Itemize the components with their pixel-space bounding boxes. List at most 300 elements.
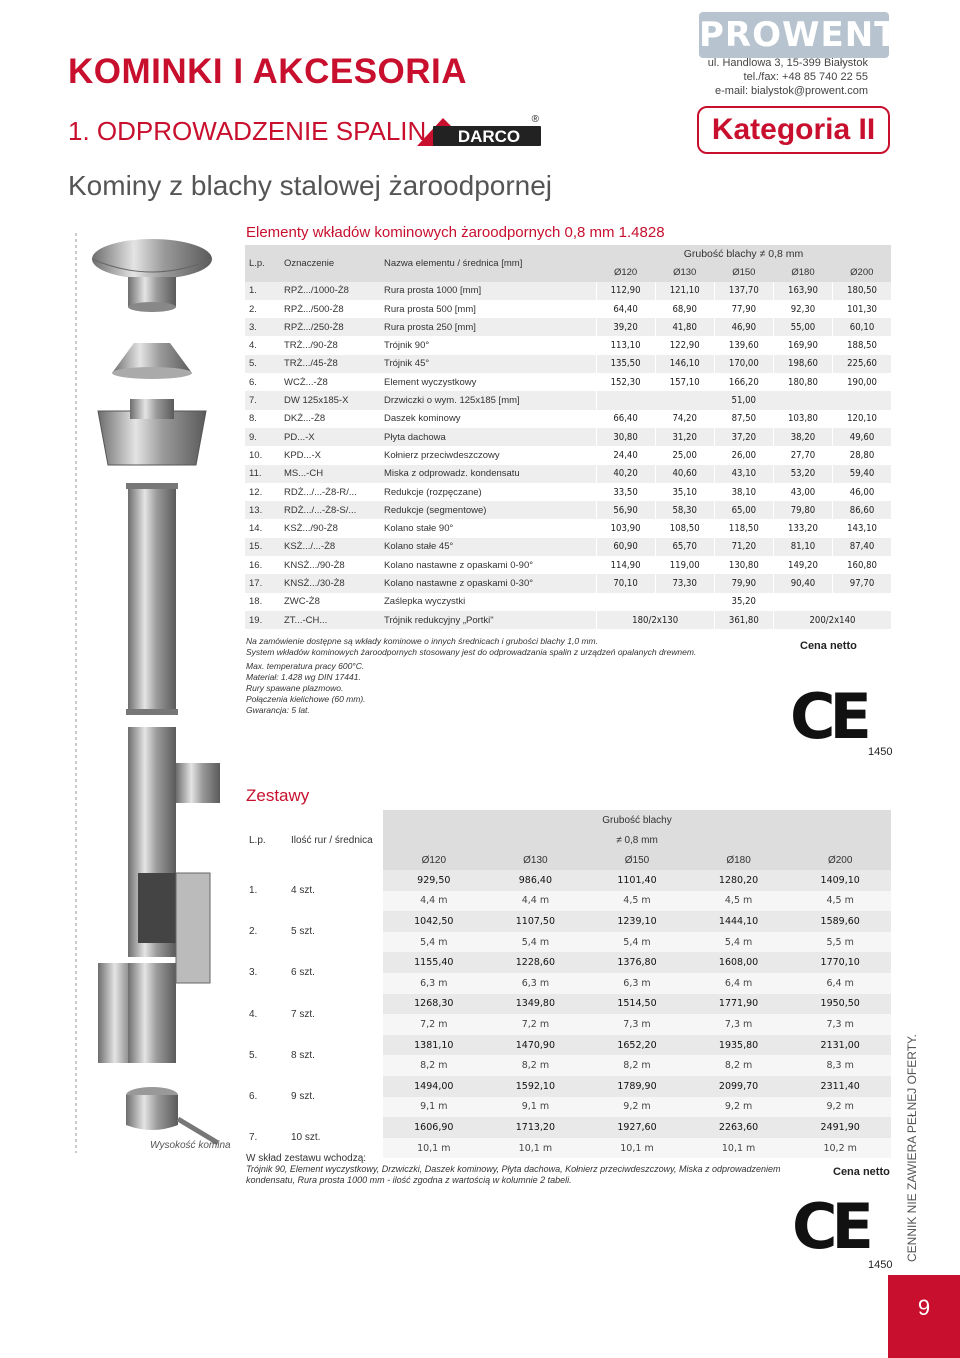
set-lp: 3. bbox=[245, 952, 287, 993]
set-lp: 5. bbox=[245, 1035, 287, 1076]
table-cell: RDŻ.../...-Ż8-R/... bbox=[280, 483, 380, 501]
table-cell: 5. bbox=[245, 355, 280, 373]
table-cell: 108,50 bbox=[655, 519, 714, 537]
table-cell: 7. bbox=[245, 391, 280, 409]
set-price: 1713,20 bbox=[485, 1117, 587, 1138]
sets-price-table bbox=[245, 810, 891, 1158]
table-cell: 55,00 bbox=[773, 318, 832, 336]
table-cell: 15. bbox=[245, 538, 280, 556]
table-cell: 68,90 bbox=[655, 300, 714, 318]
table-cell: RPŻ.../250-Ż8 bbox=[280, 318, 380, 336]
table-cell: Daszek kominowy bbox=[380, 410, 596, 428]
table-cell: 77,90 bbox=[714, 300, 773, 318]
table-cell: 120,10 bbox=[833, 410, 891, 428]
col-diameter: Ø130 bbox=[485, 850, 587, 870]
set-price-row bbox=[245, 1076, 891, 1097]
set-height: 5,4 m bbox=[586, 932, 688, 953]
table-cell: Zaślepka wyczystki bbox=[380, 593, 596, 611]
col-lp: L.p. bbox=[245, 810, 287, 870]
note-line: Materiał: 1.428 wg DIN 17441. bbox=[246, 672, 361, 682]
set-price: 929,50 bbox=[383, 870, 485, 891]
table-cell: 112,90 bbox=[596, 282, 655, 300]
table-cell: 46,00 bbox=[833, 483, 891, 501]
table-row bbox=[245, 446, 891, 464]
darco-reg-mark: ® bbox=[531, 114, 539, 125]
table-cell: 133,20 bbox=[773, 519, 832, 537]
set-height: 10,2 m bbox=[789, 1138, 891, 1159]
table-cell: 137,70 bbox=[714, 282, 773, 300]
table-cell: 130,80 bbox=[714, 556, 773, 574]
table-cell: TRŻ.../90-Ż8 bbox=[280, 336, 380, 354]
table-cell: 38,20 bbox=[773, 428, 832, 446]
set-height: 6,3 m bbox=[485, 973, 587, 994]
table-cell: 8. bbox=[245, 410, 280, 428]
composition-text: Trójnik 90, Element wyczystkowy, Drzwiczki, Daszek kominowy, Płyta dachowa, Kołnierz przeciwdeszczowy, Miska z odprowadzeniem kondensatu, Rura prosta 1000 mm - ilość zgodna z wartością w kolumnie 2 tabeli. bbox=[246, 1164, 781, 1185]
col-name: Nazwa elementu / średnica [mm] bbox=[380, 245, 596, 282]
table-cell: 79,80 bbox=[773, 501, 832, 519]
table-cell: 65,00 bbox=[714, 501, 773, 519]
set-height: 10,1 m bbox=[383, 1138, 485, 1159]
table-cell: 92,30 bbox=[773, 300, 832, 318]
price-net-label: Cena netto bbox=[800, 640, 857, 652]
table-cell: ZT...-CH... bbox=[280, 611, 380, 629]
table-row bbox=[245, 355, 891, 373]
price-net-label: Cena netto bbox=[833, 1166, 890, 1178]
table-cell: 16. bbox=[245, 556, 280, 574]
set-pipe-count: 7 szt. bbox=[287, 994, 383, 1035]
ce-mark-icon: CE bbox=[790, 680, 866, 753]
set-price: 1789,90 bbox=[586, 1076, 688, 1097]
set-price: 2311,40 bbox=[789, 1076, 891, 1097]
set-height: 10,1 m bbox=[586, 1138, 688, 1159]
set-pipe-count: 9 szt. bbox=[287, 1076, 383, 1117]
col-code: Oznaczenie bbox=[280, 245, 380, 282]
table-row bbox=[245, 373, 891, 391]
table-cell: 225,60 bbox=[833, 355, 891, 373]
col-lp: L.p. bbox=[245, 245, 280, 282]
table-cell: 41,80 bbox=[655, 318, 714, 336]
set-lp: 4. bbox=[245, 994, 287, 1035]
table-cell: 1. bbox=[245, 282, 280, 300]
table-cell: 103,90 bbox=[596, 519, 655, 537]
table-cell: 12. bbox=[245, 483, 280, 501]
table-row bbox=[245, 574, 891, 592]
set-height: 8,3 m bbox=[789, 1055, 891, 1076]
set-pipe-count: 8 szt. bbox=[287, 1035, 383, 1076]
col-diameter: Ø200 bbox=[789, 850, 891, 870]
page-heading: Kominy z blachy stalowej żaroodpornej bbox=[68, 170, 553, 201]
sets-title: Zestawy bbox=[246, 786, 310, 805]
table-cell: DKŻ...-Ż8 bbox=[280, 410, 380, 428]
set-height: 6,4 m bbox=[789, 973, 891, 994]
table-cell: 30,80 bbox=[596, 428, 655, 446]
table-cell: 166,20 bbox=[714, 373, 773, 391]
set-pipe-count: 5 szt. bbox=[287, 911, 383, 952]
set-price-row bbox=[245, 994, 891, 1015]
set-height: 5,5 m bbox=[789, 932, 891, 953]
table-cell: 66,40 bbox=[596, 410, 655, 428]
set-price: 1101,40 bbox=[586, 870, 688, 891]
set-price: 1514,50 bbox=[586, 994, 688, 1015]
table-cell: 40,60 bbox=[655, 465, 714, 483]
set-price: 1381,10 bbox=[383, 1035, 485, 1056]
chimney-height-caption: Wysokość komina bbox=[150, 1140, 231, 1151]
table-cell: KSŻ.../...-Ż8 bbox=[280, 538, 380, 556]
table-cell: 65,70 bbox=[655, 538, 714, 556]
table-cell: Rura prosta 500 [mm] bbox=[380, 300, 596, 318]
darco-logo bbox=[413, 112, 547, 150]
table-cell: 160,80 bbox=[833, 556, 891, 574]
table-cell: TRŻ.../45-Ż8 bbox=[280, 355, 380, 373]
note-line: Połączenia kielichowe (60 mm). bbox=[246, 694, 366, 704]
col-diameter: Ø180 bbox=[773, 263, 832, 281]
set-price: 1470,90 bbox=[485, 1035, 587, 1056]
table-cell: 86,60 bbox=[833, 501, 891, 519]
table-cell: 49,60 bbox=[833, 428, 891, 446]
table-cell: 188,50 bbox=[833, 336, 891, 354]
set-height: 6,3 m bbox=[586, 973, 688, 994]
table-cell: 73,30 bbox=[655, 574, 714, 592]
set-price: 1935,80 bbox=[688, 1035, 790, 1056]
col-count: Ilość rur / średnica bbox=[287, 810, 383, 870]
set-price: 2099,70 bbox=[688, 1076, 790, 1097]
table-cell: 64,40 bbox=[596, 300, 655, 318]
elements-price-table bbox=[245, 245, 891, 629]
table-cell: 135,50 bbox=[596, 355, 655, 373]
page-number: 9 bbox=[888, 1275, 960, 1358]
table-cell: 14. bbox=[245, 519, 280, 537]
table-cell: 103,80 bbox=[773, 410, 832, 428]
set-height: 9,2 m bbox=[586, 1097, 688, 1118]
table-cell: 40,20 bbox=[596, 465, 655, 483]
table-row bbox=[245, 556, 891, 574]
table-cell: 35,10 bbox=[655, 483, 714, 501]
table-cell: 361,80 bbox=[714, 611, 773, 629]
set-price: 2131,00 bbox=[789, 1035, 891, 1056]
page-title: KOMINKI I AKCESORIA bbox=[68, 52, 468, 91]
table-row bbox=[245, 611, 891, 629]
table-cell: 11. bbox=[245, 465, 280, 483]
table-row bbox=[245, 391, 891, 409]
composition-title: W skład zestawu wchodzą: bbox=[246, 1153, 367, 1164]
product-notes bbox=[246, 636, 696, 716]
table-cell: 51,00 bbox=[596, 391, 891, 409]
set-price: 1927,60 bbox=[586, 1117, 688, 1138]
table-cell: PD...-X bbox=[280, 428, 380, 446]
table-cell: 121,10 bbox=[655, 282, 714, 300]
table-cell: Kolano stałe 45° bbox=[380, 538, 596, 556]
table-row bbox=[245, 282, 891, 300]
table-cell: 24,40 bbox=[596, 446, 655, 464]
col-diameter: Ø120 bbox=[596, 263, 655, 281]
set-price-row bbox=[245, 1035, 891, 1056]
table-cell: 169,90 bbox=[773, 336, 832, 354]
set-price: 1268,30 bbox=[383, 994, 485, 1015]
table-cell: DW 125x185-X bbox=[280, 391, 380, 409]
table-row bbox=[245, 593, 891, 611]
set-price: 1606,90 bbox=[383, 1117, 485, 1138]
set-price: 1652,20 bbox=[586, 1035, 688, 1056]
table-cell: 27,70 bbox=[773, 446, 832, 464]
table-row bbox=[245, 519, 891, 537]
set-height: 4,4 m bbox=[485, 891, 587, 912]
col-thickness-value: ≠ 0,8 mm bbox=[383, 830, 891, 850]
table-cell: 190,00 bbox=[833, 373, 891, 391]
table-cell: 101,30 bbox=[833, 300, 891, 318]
table-cell: 31,20 bbox=[655, 428, 714, 446]
set-height: 4,5 m bbox=[688, 891, 790, 912]
table-cell: KNSŻ.../90-Ż8 bbox=[280, 556, 380, 574]
table-cell: 79,90 bbox=[714, 574, 773, 592]
table-cell: Trójnik redukcyjny „Portki" bbox=[380, 611, 596, 629]
set-price-row bbox=[245, 952, 891, 973]
table-cell: RPŻ.../500-Ż8 bbox=[280, 300, 380, 318]
table-cell: 10. bbox=[245, 446, 280, 464]
table-cell: 43,10 bbox=[714, 465, 773, 483]
table-cell: 122,90 bbox=[655, 336, 714, 354]
set-height: 6,3 m bbox=[383, 973, 485, 994]
table-cell: 43,00 bbox=[773, 483, 832, 501]
set-price: 1608,00 bbox=[688, 952, 790, 973]
table-cell: KSŻ.../90-Ż8 bbox=[280, 519, 380, 537]
table-cell: 19. bbox=[245, 611, 280, 629]
set-price: 986,40 bbox=[485, 870, 587, 891]
ce-number: 1450 bbox=[868, 746, 893, 758]
table-cell: 149,20 bbox=[773, 556, 832, 574]
table-cell: Miska z odprowadz. kondensatu bbox=[380, 465, 596, 483]
table-cell: 139,60 bbox=[714, 336, 773, 354]
table-row bbox=[245, 300, 891, 318]
set-price: 1950,50 bbox=[789, 994, 891, 1015]
set-height: 8,2 m bbox=[586, 1055, 688, 1076]
table-cell: MS...-CH bbox=[280, 465, 380, 483]
set-height: 7,2 m bbox=[485, 1014, 587, 1035]
set-price: 1107,50 bbox=[485, 911, 587, 932]
set-price-row bbox=[245, 870, 891, 891]
set-height: 5,4 m bbox=[383, 932, 485, 953]
set-height: 7,3 m bbox=[789, 1014, 891, 1035]
table-cell: 90,40 bbox=[773, 574, 832, 592]
table-cell: 58,30 bbox=[655, 501, 714, 519]
elements-table-title: Elementy wkładów kominowych żaroodpornych 0,8 mm 1.4828 bbox=[246, 224, 665, 241]
table-cell: 180/2x130 bbox=[596, 611, 714, 629]
set-height: 8,2 m bbox=[383, 1055, 485, 1076]
set-price: 1770,10 bbox=[789, 952, 891, 973]
table-cell: 60,90 bbox=[596, 538, 655, 556]
set-height: 10,1 m bbox=[485, 1138, 587, 1159]
table-cell: 46,90 bbox=[714, 318, 773, 336]
note-line: Max. temperatura pracy 600°C. bbox=[246, 661, 365, 671]
set-height: 7,2 m bbox=[383, 1014, 485, 1035]
table-cell: 170,00 bbox=[714, 355, 773, 373]
category-badge: Kategoria II bbox=[697, 106, 890, 154]
table-cell: 71,20 bbox=[714, 538, 773, 556]
table-cell: 119,00 bbox=[655, 556, 714, 574]
set-price: 1589,60 bbox=[789, 911, 891, 932]
table-cell: 87,40 bbox=[833, 538, 891, 556]
table-row bbox=[245, 428, 891, 446]
set-height: 9,2 m bbox=[789, 1097, 891, 1118]
set-price: 1239,10 bbox=[586, 911, 688, 932]
table-cell: RPŻ.../1000-Ż8 bbox=[280, 282, 380, 300]
table-cell: KPD...-X bbox=[280, 446, 380, 464]
table-cell: Trójnik 90° bbox=[380, 336, 596, 354]
table-cell: Kolano stałe 90° bbox=[380, 519, 596, 537]
set-lp: 1. bbox=[245, 870, 287, 911]
table-cell: Kolano nastawne z opaskami 0-90° bbox=[380, 556, 596, 574]
table-cell: 70,10 bbox=[596, 574, 655, 592]
table-cell: 200/2x140 bbox=[773, 611, 891, 629]
table-cell: Rura prosta 250 [mm] bbox=[380, 318, 596, 336]
darco-logo-text: DARCO bbox=[457, 127, 521, 146]
table-cell: 146,10 bbox=[655, 355, 714, 373]
set-lp: 7. bbox=[245, 1117, 287, 1158]
table-cell: 33,50 bbox=[596, 483, 655, 501]
table-cell: 53,20 bbox=[773, 465, 832, 483]
table-cell: 26,00 bbox=[714, 446, 773, 464]
table-cell: Rura prosta 1000 [mm] bbox=[380, 282, 596, 300]
set-price: 1494,00 bbox=[383, 1076, 485, 1097]
table-cell: 113,10 bbox=[596, 336, 655, 354]
set-pipe-count: 10 szt. bbox=[287, 1117, 383, 1158]
phone-line: tel./fax: +48 85 740 22 55 bbox=[743, 71, 868, 83]
table-cell: Element wyczystkowy bbox=[380, 373, 596, 391]
table-cell: 152,30 bbox=[596, 373, 655, 391]
col-thickness-group: Grubość blachy bbox=[383, 810, 891, 830]
col-diameter: Ø180 bbox=[688, 850, 790, 870]
table-cell: 9. bbox=[245, 428, 280, 446]
table-cell: 180,50 bbox=[833, 282, 891, 300]
set-height: 4,4 m bbox=[383, 891, 485, 912]
set-height: 8,2 m bbox=[485, 1055, 587, 1076]
table-cell: 198,60 bbox=[773, 355, 832, 373]
table-cell: Redukcje (rozpęczane) bbox=[380, 483, 596, 501]
set-height: 10,1 m bbox=[688, 1138, 790, 1159]
table-row bbox=[245, 465, 891, 483]
table-cell: 39,20 bbox=[596, 318, 655, 336]
set-height: 7,3 m bbox=[688, 1014, 790, 1035]
table-cell: Trójnik 45° bbox=[380, 355, 596, 373]
table-cell: 157,10 bbox=[655, 373, 714, 391]
note-line: Na zamówienie dostępne są wkłady kominowe o innych średnicach i grubości blachy 1,0 mm. bbox=[246, 636, 598, 646]
set-pipe-count: 4 szt. bbox=[287, 870, 383, 911]
table-cell: Kolano nastawne z opaskami 0-30° bbox=[380, 574, 596, 592]
table-row bbox=[245, 501, 891, 519]
set-price: 1349,80 bbox=[485, 994, 587, 1015]
set-composition bbox=[246, 1153, 806, 1186]
table-cell: Płyta dachowa bbox=[380, 428, 596, 446]
set-price: 2491,90 bbox=[789, 1117, 891, 1138]
col-thickness-group: Grubość blachy ≠ 0,8 mm bbox=[596, 245, 891, 263]
table-cell: 37,20 bbox=[714, 428, 773, 446]
set-price: 1771,90 bbox=[688, 994, 790, 1015]
table-cell: 163,90 bbox=[773, 282, 832, 300]
table-cell: 81,10 bbox=[773, 538, 832, 556]
table-cell: 3. bbox=[245, 318, 280, 336]
table-cell: 60,10 bbox=[833, 318, 891, 336]
set-height: 5,4 m bbox=[688, 932, 790, 953]
set-price: 1592,10 bbox=[485, 1076, 587, 1097]
table-cell: 4. bbox=[245, 336, 280, 354]
table-row bbox=[245, 483, 891, 501]
section-title: 1. ODPROWADZENIE SPALIN bbox=[68, 116, 427, 146]
table-cell: WCŻ...-Ż8 bbox=[280, 373, 380, 391]
table-cell: 114,90 bbox=[596, 556, 655, 574]
address-line: ul. Handlowa 3, 15-399 Białystok bbox=[707, 57, 868, 69]
set-price: 1444,10 bbox=[688, 911, 790, 932]
set-height: 9,2 m bbox=[688, 1097, 790, 1118]
set-height: 9,1 m bbox=[485, 1097, 587, 1118]
set-price: 1228,60 bbox=[485, 952, 587, 973]
table-cell: 118,50 bbox=[714, 519, 773, 537]
email-line: e-mail: bialystok@prowent.com bbox=[715, 85, 868, 97]
note-line: Rury spawane plazmowo. bbox=[246, 683, 344, 693]
set-price: 1280,20 bbox=[688, 870, 790, 891]
table-row bbox=[245, 410, 891, 428]
table-cell: 87,50 bbox=[714, 410, 773, 428]
table-cell: 25,00 bbox=[655, 446, 714, 464]
table-cell: Kołnierz przeciwdeszczowy bbox=[380, 446, 596, 464]
set-height: 4,5 m bbox=[789, 891, 891, 912]
col-diameter: Ø150 bbox=[586, 850, 688, 870]
set-price-row bbox=[245, 1117, 891, 1138]
table-cell: 74,20 bbox=[655, 410, 714, 428]
table-cell: 18. bbox=[245, 593, 280, 611]
table-cell: 2. bbox=[245, 300, 280, 318]
offer-disclaimer-text: CENNIK NIE ZAWIERA PEŁNEJ OFERTY. bbox=[905, 1034, 919, 1262]
note-line: System wkładów kominowych żaroodpornych stosowany jest do odprowadzania spalin z urządzeń opalanych drewnem. bbox=[246, 647, 697, 657]
set-lp: 2. bbox=[245, 911, 287, 952]
prowent-logo: PROWENT bbox=[699, 12, 889, 58]
table-cell: ZWC-Ż8 bbox=[280, 593, 380, 611]
table-cell: 38,10 bbox=[714, 483, 773, 501]
table-cell: 17. bbox=[245, 574, 280, 592]
set-price: 1042,50 bbox=[383, 911, 485, 932]
ce-number: 1450 bbox=[868, 1259, 893, 1271]
note-line: Gwarancja: 5 lat. bbox=[246, 705, 310, 715]
table-cell: Drzwiczki o wym. 125x185 [mm] bbox=[380, 391, 596, 409]
set-height: 8,2 m bbox=[688, 1055, 790, 1076]
col-diameter: Ø150 bbox=[714, 263, 773, 281]
set-height: 5,4 m bbox=[485, 932, 587, 953]
col-diameter: Ø120 bbox=[383, 850, 485, 870]
set-height: 4,5 m bbox=[586, 891, 688, 912]
set-lp: 6. bbox=[245, 1076, 287, 1117]
col-diameter: Ø130 bbox=[655, 263, 714, 281]
set-price: 1409,10 bbox=[789, 870, 891, 891]
table-cell: 56,90 bbox=[596, 501, 655, 519]
offer-disclaimer bbox=[905, 1034, 921, 1262]
set-price: 1155,40 bbox=[383, 952, 485, 973]
table-cell: 97,70 bbox=[833, 574, 891, 592]
ce-mark-icon: CE bbox=[792, 1190, 868, 1263]
table-row bbox=[245, 318, 891, 336]
set-price: 2263,60 bbox=[688, 1117, 790, 1138]
table-cell: 143,10 bbox=[833, 519, 891, 537]
table-cell: 6. bbox=[245, 373, 280, 391]
table-cell: 59,40 bbox=[833, 465, 891, 483]
set-height: 6,4 m bbox=[688, 973, 790, 994]
set-height: 7,3 m bbox=[586, 1014, 688, 1035]
set-height: 9,1 m bbox=[383, 1097, 485, 1118]
table-cell: 180,80 bbox=[773, 373, 832, 391]
set-pipe-count: 6 szt. bbox=[287, 952, 383, 993]
chimney-illustration bbox=[68, 233, 236, 1163]
col-diameter: Ø200 bbox=[833, 263, 891, 281]
table-cell: Redukcje (segmentowe) bbox=[380, 501, 596, 519]
table-row bbox=[245, 336, 891, 354]
table-cell: KNSŻ.../30-Ż8 bbox=[280, 574, 380, 592]
